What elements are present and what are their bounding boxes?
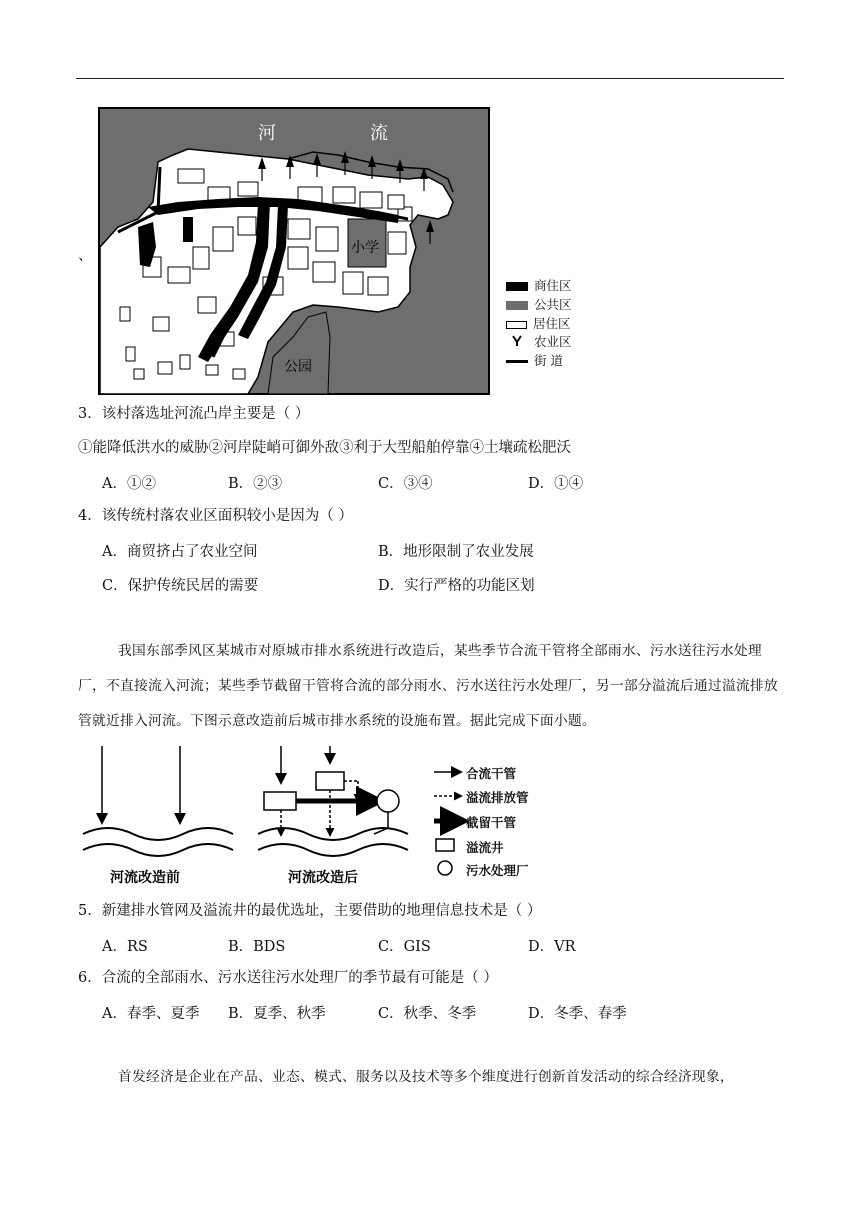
legend-treatment-plant: 污水处理厂 [466, 863, 529, 878]
q3-option-c[interactable]: C．③④ [378, 476, 433, 492]
passage-drainage: 我国东部季风区某城市对原城市排水系统进行改造后，某些季节合流干管将全部雨水、污水送往污水处理厂，不直接流入河流；某些季节截留干管将合流的部分雨水、污水送往污水处理厂，另一部分溢流后通过溢流排放管就近排入河流。下图示意改造前后城市排水系统的设施布置。据此完成下面小题。 [78, 643, 778, 729]
q3-statements: ①能降低洪水的威胁②河岸陡峭可御外敌③利于大型船舶停靠④土壤疏松肥沃 [78, 440, 571, 456]
q6-option-b[interactable]: B．夏季、秋季 [228, 1006, 326, 1022]
village-map [98, 107, 490, 395]
q5-stem: 5．新建排水管网及溢流井的最优选址，主要借助的地理信息技术是（ ） [78, 903, 542, 919]
diagram-legend-icons [432, 764, 468, 876]
stray-mark: 、 [78, 248, 93, 264]
q6-option-c[interactable]: C．秋季、冬季 [378, 1006, 477, 1022]
legend-intercept-pipe: 截留干管 [466, 815, 517, 830]
gray-swatch-icon [506, 301, 528, 310]
map-label-park: 公园 [284, 359, 312, 375]
label-after: 河流改造后 [288, 870, 358, 886]
map-label-river-2: 流 [370, 123, 388, 144]
black-swatch-icon [506, 282, 528, 291]
q5-option-c[interactable]: C．GIS [378, 939, 431, 955]
passage-first-launch: 首发经济是企业在产品、业态、模式、服务以及技术等多个维度进行创新首发活动的综合经济现象， [118, 1069, 734, 1085]
q4-option-d[interactable]: D．实行严格的功能区划 [378, 578, 535, 594]
q3-option-a[interactable]: A．①② [102, 476, 156, 492]
legend-overflow-pipe: 溢流排放管 [466, 790, 529, 805]
legend-street: 街 道 [506, 351, 563, 369]
q3-option-b[interactable]: B．②③ [228, 476, 283, 492]
legend-agriculture: 农业区 [506, 332, 572, 350]
q4-stem: 4．该传统村落农业区面积较小是因为（ ） [78, 508, 353, 524]
plant-icon [506, 334, 528, 349]
q5-option-d[interactable]: D．VR [528, 939, 576, 955]
legend-commercial: 商住区 [506, 276, 572, 294]
q6-option-d[interactable]: D．冬季、春季 [528, 1006, 627, 1022]
q4-option-a[interactable]: A．商贸挤占了农业空间 [102, 544, 258, 560]
label-before: 河流改造前 [110, 870, 180, 886]
q6-stem: 6．合流的全部雨水、污水送往污水处理厂的季节最有可能是（ ） [78, 970, 498, 986]
q4-option-c[interactable]: C．保护传统民居的需要 [102, 578, 259, 594]
q5-option-a[interactable]: A．RS [102, 939, 148, 955]
q3-stem: 3．该村落选址河流凸岸主要是（ ） [78, 406, 310, 422]
q3-option-d[interactable]: D．①④ [528, 476, 584, 492]
header-rule [76, 78, 784, 79]
legend-public: 公共区 [506, 295, 572, 313]
legend-residential: 居住区 [506, 314, 571, 332]
q5-option-b[interactable]: B．BDS [228, 939, 286, 955]
map-label-river-1: 河 [258, 123, 276, 144]
legend-overflow-well: 溢流井 [466, 840, 504, 855]
street-line-icon [506, 360, 528, 363]
q6-option-a[interactable]: A．春季、夏季 [102, 1006, 200, 1022]
map-label-school: 小学 [351, 240, 379, 256]
white-swatch-icon [506, 321, 527, 329]
legend-combined-pipe: 合流干管 [466, 766, 517, 781]
q4-option-b[interactable]: B．地形限制了农业发展 [378, 544, 534, 560]
circle-icon [438, 861, 452, 875]
rect-icon [436, 839, 454, 851]
